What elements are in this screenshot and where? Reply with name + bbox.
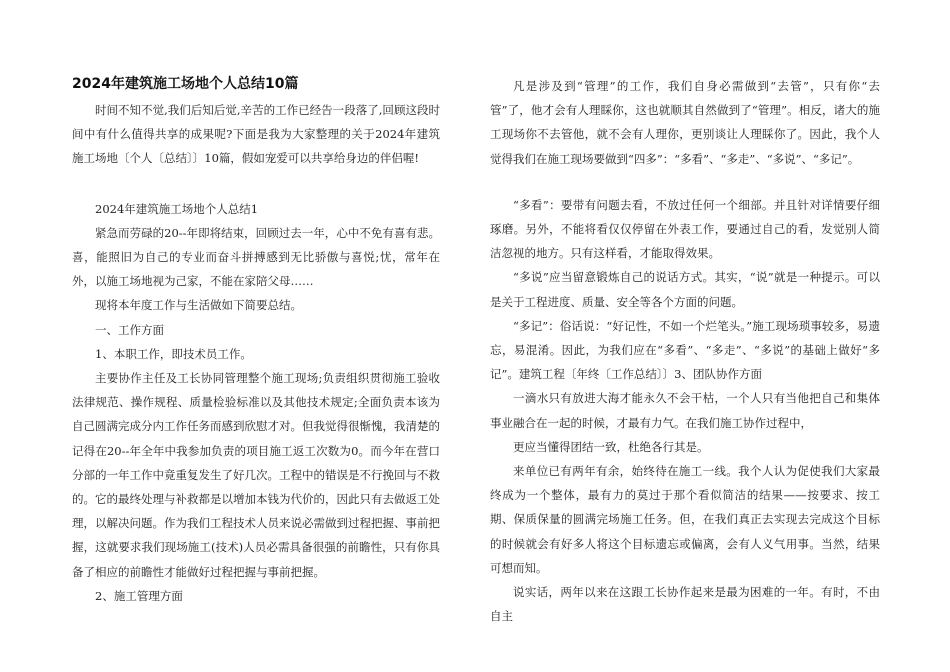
- paragraph: 凡是涉及到“管理”的工作，我们自身必需做到“去管”，只有你“去管”了，他才会有人理睬你，这也就顺其自然做到了“管理”。相反，诸大的施工现场你不去管他，就不会有人理你，更别谈让人理睬你了。因此，我个人觉得我们在施工现场要做到“四多”：“多看”、“多走”、“多说”、“多记”。: [490, 79, 880, 166]
- paragraph: 时间不知不觉,我们后知后觉,辛苦的工作已经告一段落了,回顾这段时间中有什么值得共享的成果呢?下面是我为大家整理的关于2024年建筑施工场地〔个人〔总结〕〕10篇，假如宠爱可以共享给身边的伴侣喔!: [72, 103, 440, 166]
- paragraph-gap: [72, 171, 440, 197]
- paragraph: 一滴水只有放进大海才能永久不会干枯，一个人只有当他把自己和集体事业融合在一起的时候，才最有力气。在我们施工协作过程中，: [490, 391, 880, 430]
- paragraph: 说实话，两年以来在这跟工长协作起来是最为困难的一年。有时，不由自主: [490, 585, 880, 624]
- right-column: [490, 74, 880, 628]
- paragraph: 来单位已有两年有余，始终待在施工一线。我个人认为促使我们大家最终成为一个整体，最有力的莫过于那个看似简洁的结果——按要求、按工期、保质保量的圆满完场施工任务。但，在我们真正去实现去完成这个目标的时候就会有好多人将这个目标遗忘或偏离，会有人义气用事。当然，结果可想而知。: [490, 464, 880, 575]
- paragraph: 1、本职工作，即技术员工作。: [95, 346, 252, 361]
- document-title: 2024年建筑施工场地个人总结10篇: [72, 76, 299, 92]
- paragraph: “多说”应当留意锻炼自己的说话方式。其实，“说”就是一种提示。可以是关于工程进度、质量、安全等各个方面的问题。: [490, 270, 880, 309]
- paragraph: 一、工作方面: [95, 322, 164, 337]
- left-column: [72, 74, 440, 608]
- paragraph: 现将本年度工作与生活做如下简要总结。: [95, 298, 302, 313]
- paragraph: 主要协作主任及工长协同管理整个施工现场;负责组织贯彻施工验收法律规范、操作规程、质量检验标准以及其他技术规定;全面负责本该为自己圆满完成分内工作任务而感到欣慰才对。但我觉得很惭愧，我清楚的记得在20--年全年中我参加负责的项目施工返工次数为0。而今年在营口分部的一年工作中竟重复发生了好几次。工程中的错误是不行挽回与不救的。它的最终处理与补救都是以增加本钱为代价的，因此只有去做返工处理，以解决问题。作为我们工程技术人员来说必需做到过程把握、事前把握，这就要求我们现场施工(技术)人员必需具备很强的前瞻性，只有你具备了相应的前瞻性才能做好过程把握与事前把握。: [72, 371, 440, 579]
- paragraph: 2024年建筑施工场地个人总结1: [95, 201, 259, 216]
- paragraph: “多看”：要带有问题去看，不放过任何一个细部。并且针对详情要仔细琢磨。另外，不能将看仅仅停留在外表工作，要通过自己的看，发觉别人简洁忽视的地方。只有这样看，才能取得效果。: [490, 197, 880, 261]
- paragraph: 2、施工管理方面: [95, 588, 183, 603]
- paragraph: “多记”：俗话说：“好记性，不如一个烂笔头。”施工现场琐事较多，易遗忘，易混淆。因此，为我们应在“多看”、“多走”、“多说”的基础上做好“多记”。建筑工程〔年终〔工作总结〕〕3、团队协作方面: [490, 318, 880, 382]
- paragraph: 紧急而劳碌的20--年即将结束，回顾过去一年，心中不免有喜有悲。喜，能照旧为自己的专业而奋斗拼搏感到无比骄傲与喜悦;忧，常年在外，以施工场地视为己家，不能在家陪父母……: [72, 225, 440, 289]
- paragraph-gap: [490, 171, 880, 193]
- paragraph: 更应当懂得团结一致，杜绝各行其是。: [513, 439, 709, 454]
